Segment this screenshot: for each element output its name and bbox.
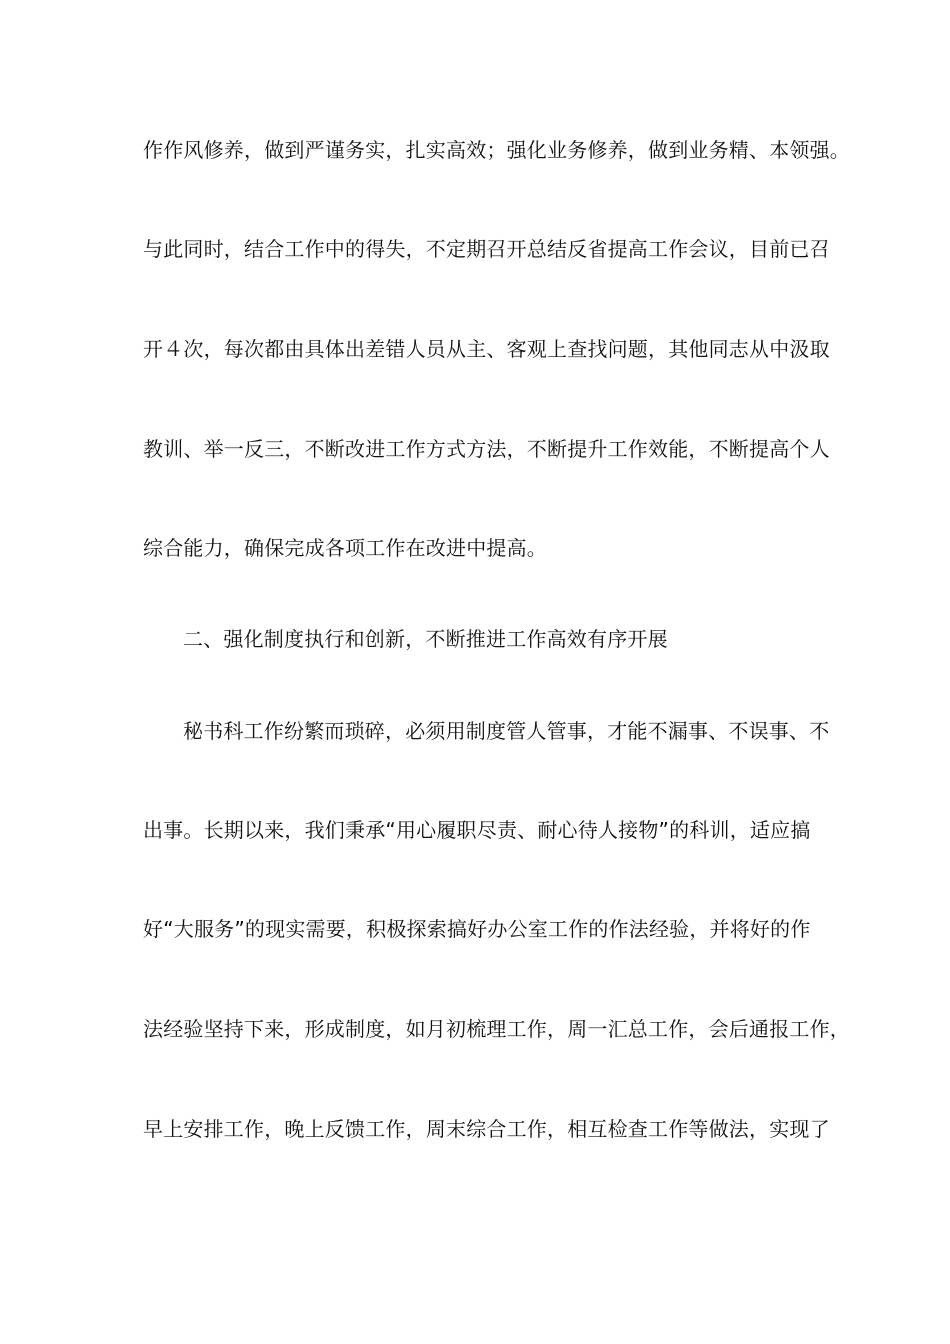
paragraph-line: 开４次，每次都由具体出差错人员从主、客观上查找问题，其他同志从中汲取 [143,337,830,361]
section-heading: 二、强化制度执行和创新，不断推进工作高效有序开展 [183,627,668,651]
paragraph-line: 综合能力，确保完成各项工作在改进中提高。 [143,536,547,560]
paragraph-line: 与此同时，结合工作中的得失，不定期召开总结反省提高工作会议，目前已召 [143,237,830,261]
paragraph-line: 秘书科工作纷繁而琐碎，必须用制度管人管事，才能不漏事、不误事、不 [183,719,830,743]
paragraph-line: 好“大服务”的现实需要，积极探索搞好办公室工作的作法经验，并将好的作 [143,917,811,941]
paragraph-line: 作作风修养，做到严谨务实，扎实高效；强化业务修养，做到业务精、本领强。 [143,138,850,162]
paragraph-line: 早上安排工作，晚上反馈工作，周末综合工作，相互检查工作等做法，实现了 [143,1117,830,1141]
paragraph-line: 教训、举一反三，不断改进工作方式方法，不断提升工作效能，不断提高个人 [143,437,830,461]
paragraph-line: 法经验坚持下来，形成制度，如月初梳理工作，周一汇总工作，会后通报工作， [143,1017,850,1041]
paragraph-line: 出事。长期以来，我们秉承“用心履职尽责、耐心待人接物”的科训，适应搞 [143,818,811,842]
